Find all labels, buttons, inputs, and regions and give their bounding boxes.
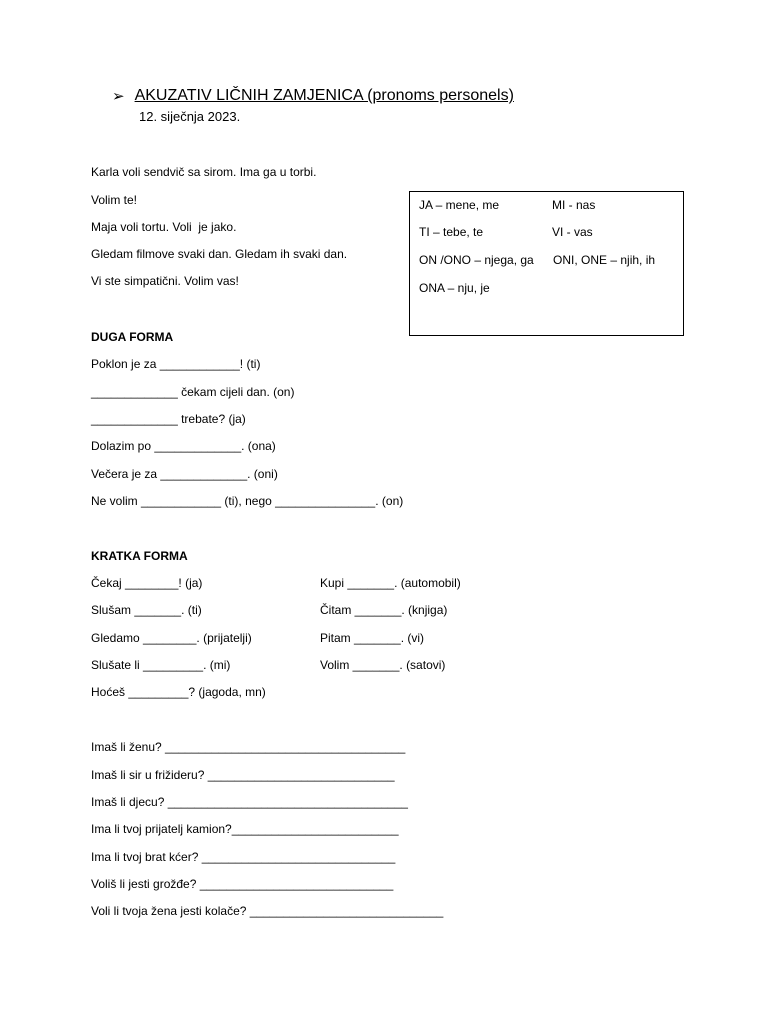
exercise-item: Večera je za _____________. (oni) (91, 467, 278, 481)
question-item: Voliš li jesti grožđe? _____________________________ (91, 877, 394, 891)
exercise-item: Gledamo ________. (prijatelji) (91, 631, 252, 645)
exercise-item: Poklon je za ____________! (ti) (91, 357, 261, 371)
exercise-item: Slušam _______. (ti) (91, 603, 202, 617)
title-row (112, 87, 514, 105)
exercise-item: _____________ čekam cijeli dan. (on) (91, 385, 295, 399)
section-heading-kratka-forma: KRATKA FORMA (91, 549, 188, 563)
date-line: 12. siječnja 2023. (139, 109, 241, 124)
pronoun-mi: MI - nas (552, 198, 596, 212)
pronoun-ti: TI – tebe, te (419, 225, 484, 239)
pronoun-ona: ONA – nju, je (419, 281, 490, 295)
question-item: Imaš li sir u frižideru? ____________________________ (91, 768, 395, 782)
example-sentence: Gledam filmove svaki dan. Gledam ih svaki dan. (91, 247, 348, 261)
example-sentence: Karla voli sendvič sa sirom. Ima ga u torbi. (91, 165, 317, 179)
exercise-item: Čekaj ________! (ja) (91, 576, 203, 590)
pronoun-vi: VI - vas (552, 225, 593, 239)
example-sentence: Maja voli tortu. Voli je jako. (91, 220, 237, 234)
exercise-item: Pitam _______. (vi) (320, 631, 425, 645)
pronoun-on: ON /ONO – njega, ga (419, 253, 534, 267)
question-item: Imaš li djecu? ____________________________________ (91, 795, 408, 809)
exercise-item: Hoćeš _________? (jagoda, mn) (91, 685, 266, 699)
exercise-item: Dolazim po _____________. (ona) (91, 439, 276, 453)
question-item: Imaš li ženu? ____________________________________ (91, 740, 406, 754)
section-heading-duga-forma: DUGA FORMA (91, 330, 174, 344)
exercise-item: Slušate li _________. (mi) (91, 658, 231, 672)
pronoun-oni: ONI, ONE – njih, ih (553, 253, 656, 267)
page-title: AKUZATIV LIČNIH ZAMJENICA (pronoms personels) (134, 87, 514, 104)
exercise-item: Čitam _______. (knjiga) (320, 603, 448, 617)
pronoun-reference-box (409, 191, 684, 336)
pronoun-ja: JA – mene, me (419, 198, 500, 212)
exercise-item: _____________ trebate? (ja) (91, 412, 246, 426)
question-item: Ima li tvoj brat kćer? _____________________________ (91, 850, 396, 864)
example-sentence: Volim te! (91, 193, 138, 207)
exercise-item: Ne volim ____________ (ti), nego _______________. (on) (91, 494, 404, 508)
exercise-item: Volim _______. (satovi) (320, 658, 446, 672)
exercise-item: Kupi _______. (automobil) (320, 576, 461, 590)
example-sentence: Vi ste simpatični. Volim vas! (91, 274, 239, 288)
question-item: Voli li tvoja žena jesti kolače? _____________________________ (91, 904, 444, 918)
arrow-bullet-icon: ➢ (112, 88, 125, 105)
question-item: Ima li tvoj prijatelj kamion?_________________________ (91, 822, 399, 836)
